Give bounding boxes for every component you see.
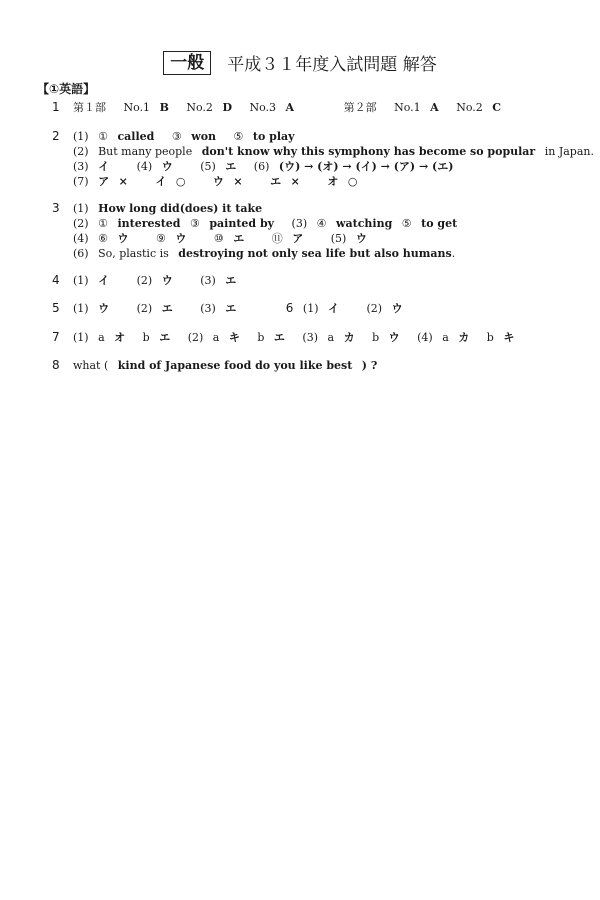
q3-sub6-answer: destroying not only sea life but also humans xyxy=(178,247,452,260)
q5-sub2-index: (2) xyxy=(136,302,153,315)
q2-sub7-item-mark: × xyxy=(233,175,243,188)
part1-no1-answer: B xyxy=(159,101,169,114)
answer-2 xyxy=(73,129,594,189)
question-number-1: 1 xyxy=(52,100,60,114)
q6-sub2-index: (2) xyxy=(366,302,383,315)
q3-sub2-b-label: ③ xyxy=(189,217,200,230)
part2-no2-label: No.2 xyxy=(456,101,483,114)
q3-sub4-a-label: ⑥ xyxy=(98,232,108,245)
part1-no2-label: No.2 xyxy=(186,101,213,114)
q7-group-index: (2) xyxy=(187,331,204,344)
question-number-4: 4 xyxy=(52,273,60,287)
q7-a-answer: カ xyxy=(343,331,355,344)
q7-b-answer: キ xyxy=(503,331,515,344)
q6-sub1-index: (1) xyxy=(302,302,319,315)
q7-group-index: (1) xyxy=(73,331,89,344)
q2-sub1-a-answer: called xyxy=(117,130,155,143)
q2-sub7-item-mark: × xyxy=(118,175,128,188)
q3-sub2-index: (2) xyxy=(73,217,89,230)
q7-b-answer: エ xyxy=(159,331,171,344)
q7-a-answer: オ xyxy=(114,331,126,344)
q2-sub3-index: (3) xyxy=(73,160,89,173)
q2-sub1-index: (1) xyxy=(73,130,89,143)
q4-sub3-index: (3) xyxy=(200,274,216,287)
q2-sub6-index: (6) xyxy=(253,160,270,173)
q3-sub6-index: (6) xyxy=(73,247,89,260)
q2-sub7-item-label: オ xyxy=(327,175,339,188)
section-heading: 【①英語】 xyxy=(37,82,96,96)
q2-sub2-prefix: But many people xyxy=(98,145,193,158)
q3-sub2-a-label: ① xyxy=(98,217,108,230)
q2-sub1-b-answer: won xyxy=(191,130,217,143)
q5-sub2-answer: エ xyxy=(161,302,173,315)
part2-no1-answer: A xyxy=(430,101,439,114)
q6-sub1-answer: イ xyxy=(328,302,340,315)
q3-sub6-suffix: . xyxy=(451,247,456,260)
q2-sub2-suffix: in Japan. xyxy=(544,145,594,158)
category-badge: 一般 xyxy=(163,51,211,75)
q7-group-index: (4) xyxy=(417,331,433,344)
q3-sub5-index: (5) xyxy=(330,232,347,245)
part2-no1-label: No.1 xyxy=(394,101,421,114)
part-2-label: 第２部 xyxy=(343,101,377,114)
q7-a-label: a xyxy=(327,331,335,344)
q3-sub2-a-answer: interested xyxy=(117,217,181,230)
question-number-6: 6 xyxy=(285,301,294,315)
q2-sub1-c-label: ⑤ xyxy=(233,130,244,143)
part1-no1-label: No.1 xyxy=(123,101,151,114)
q8-prefix: what ( xyxy=(73,359,109,372)
q3-sub4-d-answer: ア xyxy=(292,232,304,245)
q2-sub7-item-mark: × xyxy=(290,175,300,188)
answer-7 xyxy=(73,330,514,345)
q3-sub1-index: (1) xyxy=(73,202,89,215)
q2-sub7-item-label: エ xyxy=(270,175,282,188)
answer-5-6 xyxy=(73,301,403,316)
q2-sub7-index: (7) xyxy=(73,175,89,188)
answer-4 xyxy=(73,273,236,288)
q7-a-label: a xyxy=(212,331,220,344)
q2-sub7-item-mark: ○ xyxy=(347,175,358,188)
q2-sub1-a-label: ① xyxy=(98,130,108,143)
q3-sub4-c-label: ⑩ xyxy=(213,232,224,245)
q7-group-index: (3) xyxy=(302,331,318,344)
q2-sub5-index: (5) xyxy=(200,160,216,173)
q5-sub1-index: (1) xyxy=(73,302,89,315)
q3-sub3-d-answer: to get xyxy=(421,217,458,230)
answer-1 xyxy=(73,100,501,115)
q4-sub2-index: (2) xyxy=(136,274,153,287)
q5-sub3-answer: エ xyxy=(225,302,237,315)
q2-sub2-answer: don't know why this symphony has become so popular xyxy=(201,145,536,158)
q3-sub3-c-label: ④ xyxy=(316,217,327,230)
q7-b-label: b xyxy=(257,331,265,344)
q2-sub7-item-label: イ xyxy=(155,175,167,188)
q7-a-answer: カ xyxy=(458,331,470,344)
part2-no2-answer: C xyxy=(492,101,502,114)
q7-b-label: b xyxy=(142,331,150,344)
question-number-3: 3 xyxy=(52,201,60,215)
part1-no3-answer: A xyxy=(285,101,295,114)
q2-sub1-b-label: ③ xyxy=(171,130,182,143)
q2-sub4-answer: ウ xyxy=(161,160,173,173)
q5-sub1-answer: ウ xyxy=(98,302,110,315)
q3-sub4-a-answer: ウ xyxy=(117,232,129,245)
q6-sub2-answer: ウ xyxy=(391,302,403,315)
q2-sub7-item-label: ア xyxy=(98,175,110,188)
q7-a-label: a xyxy=(98,331,105,344)
q7-b-label: b xyxy=(372,331,380,344)
q7-a-label: a xyxy=(442,331,449,344)
question-number-5: 5 xyxy=(52,301,60,315)
q2-sub6-sequence: (ウ) → (オ) → (イ) → (ア) → (エ) xyxy=(278,160,454,173)
title-text: 平成３１年度入試問題 解答 xyxy=(227,55,437,75)
answer-8 xyxy=(73,358,377,373)
q3-sub3-c-answer: watching xyxy=(336,217,393,230)
page-title xyxy=(0,50,600,75)
q2-sub7-item-mark: ○ xyxy=(175,175,186,188)
q3-sub4-b-answer: ウ xyxy=(175,232,187,245)
q8-answer: kind of Japanese food do you like best xyxy=(117,359,353,372)
question-number-8: 8 xyxy=(52,358,60,372)
q4-sub1-answer: イ xyxy=(98,274,110,287)
q7-b-answer: ウ xyxy=(388,331,400,344)
part1-no3-label: No.3 xyxy=(249,101,277,114)
q3-sub2-b-answer: painted by xyxy=(209,217,275,230)
q4-sub3-answer: エ xyxy=(225,274,237,287)
q2-sub2-index: (2) xyxy=(73,145,89,158)
q2-sub5-answer: エ xyxy=(225,160,237,173)
q3-sub4-c-answer: エ xyxy=(233,232,245,245)
q7-a-answer: キ xyxy=(228,331,240,344)
q3-sub4-b-label: ⑨ xyxy=(155,232,166,245)
q3-sub3-d-label: ⑤ xyxy=(401,217,412,230)
q7-b-answer: エ xyxy=(273,331,285,344)
q3-sub1-answer: How long did(does) it take xyxy=(98,202,263,215)
q3-sub3-index: (3) xyxy=(291,217,308,230)
q3-sub5-answer: ウ xyxy=(355,232,367,245)
q3-sub4-d-label: ⑪ xyxy=(271,232,283,245)
part1-no2-answer: D xyxy=(222,101,232,114)
q2-sub4-index: (4) xyxy=(136,160,153,173)
q2-sub3-answer: イ xyxy=(98,160,110,173)
part-1-label: 第１部 xyxy=(73,101,106,114)
q2-sub7-item-label: ウ xyxy=(212,175,224,188)
q8-suffix: ) ? xyxy=(361,359,378,372)
q4-sub2-answer: ウ xyxy=(161,274,173,287)
answer-3 xyxy=(73,201,457,261)
question-number-7: 7 xyxy=(52,330,60,344)
question-number-2: 2 xyxy=(52,129,60,143)
q4-sub1-index: (1) xyxy=(73,274,89,287)
q3-sub4-index: (4) xyxy=(73,232,89,245)
q3-sub6-prefix: So, plastic is xyxy=(98,247,169,260)
q5-sub3-index: (3) xyxy=(200,302,216,315)
q7-b-label: b xyxy=(486,331,494,344)
q2-sub1-c-answer: to play xyxy=(252,130,295,143)
